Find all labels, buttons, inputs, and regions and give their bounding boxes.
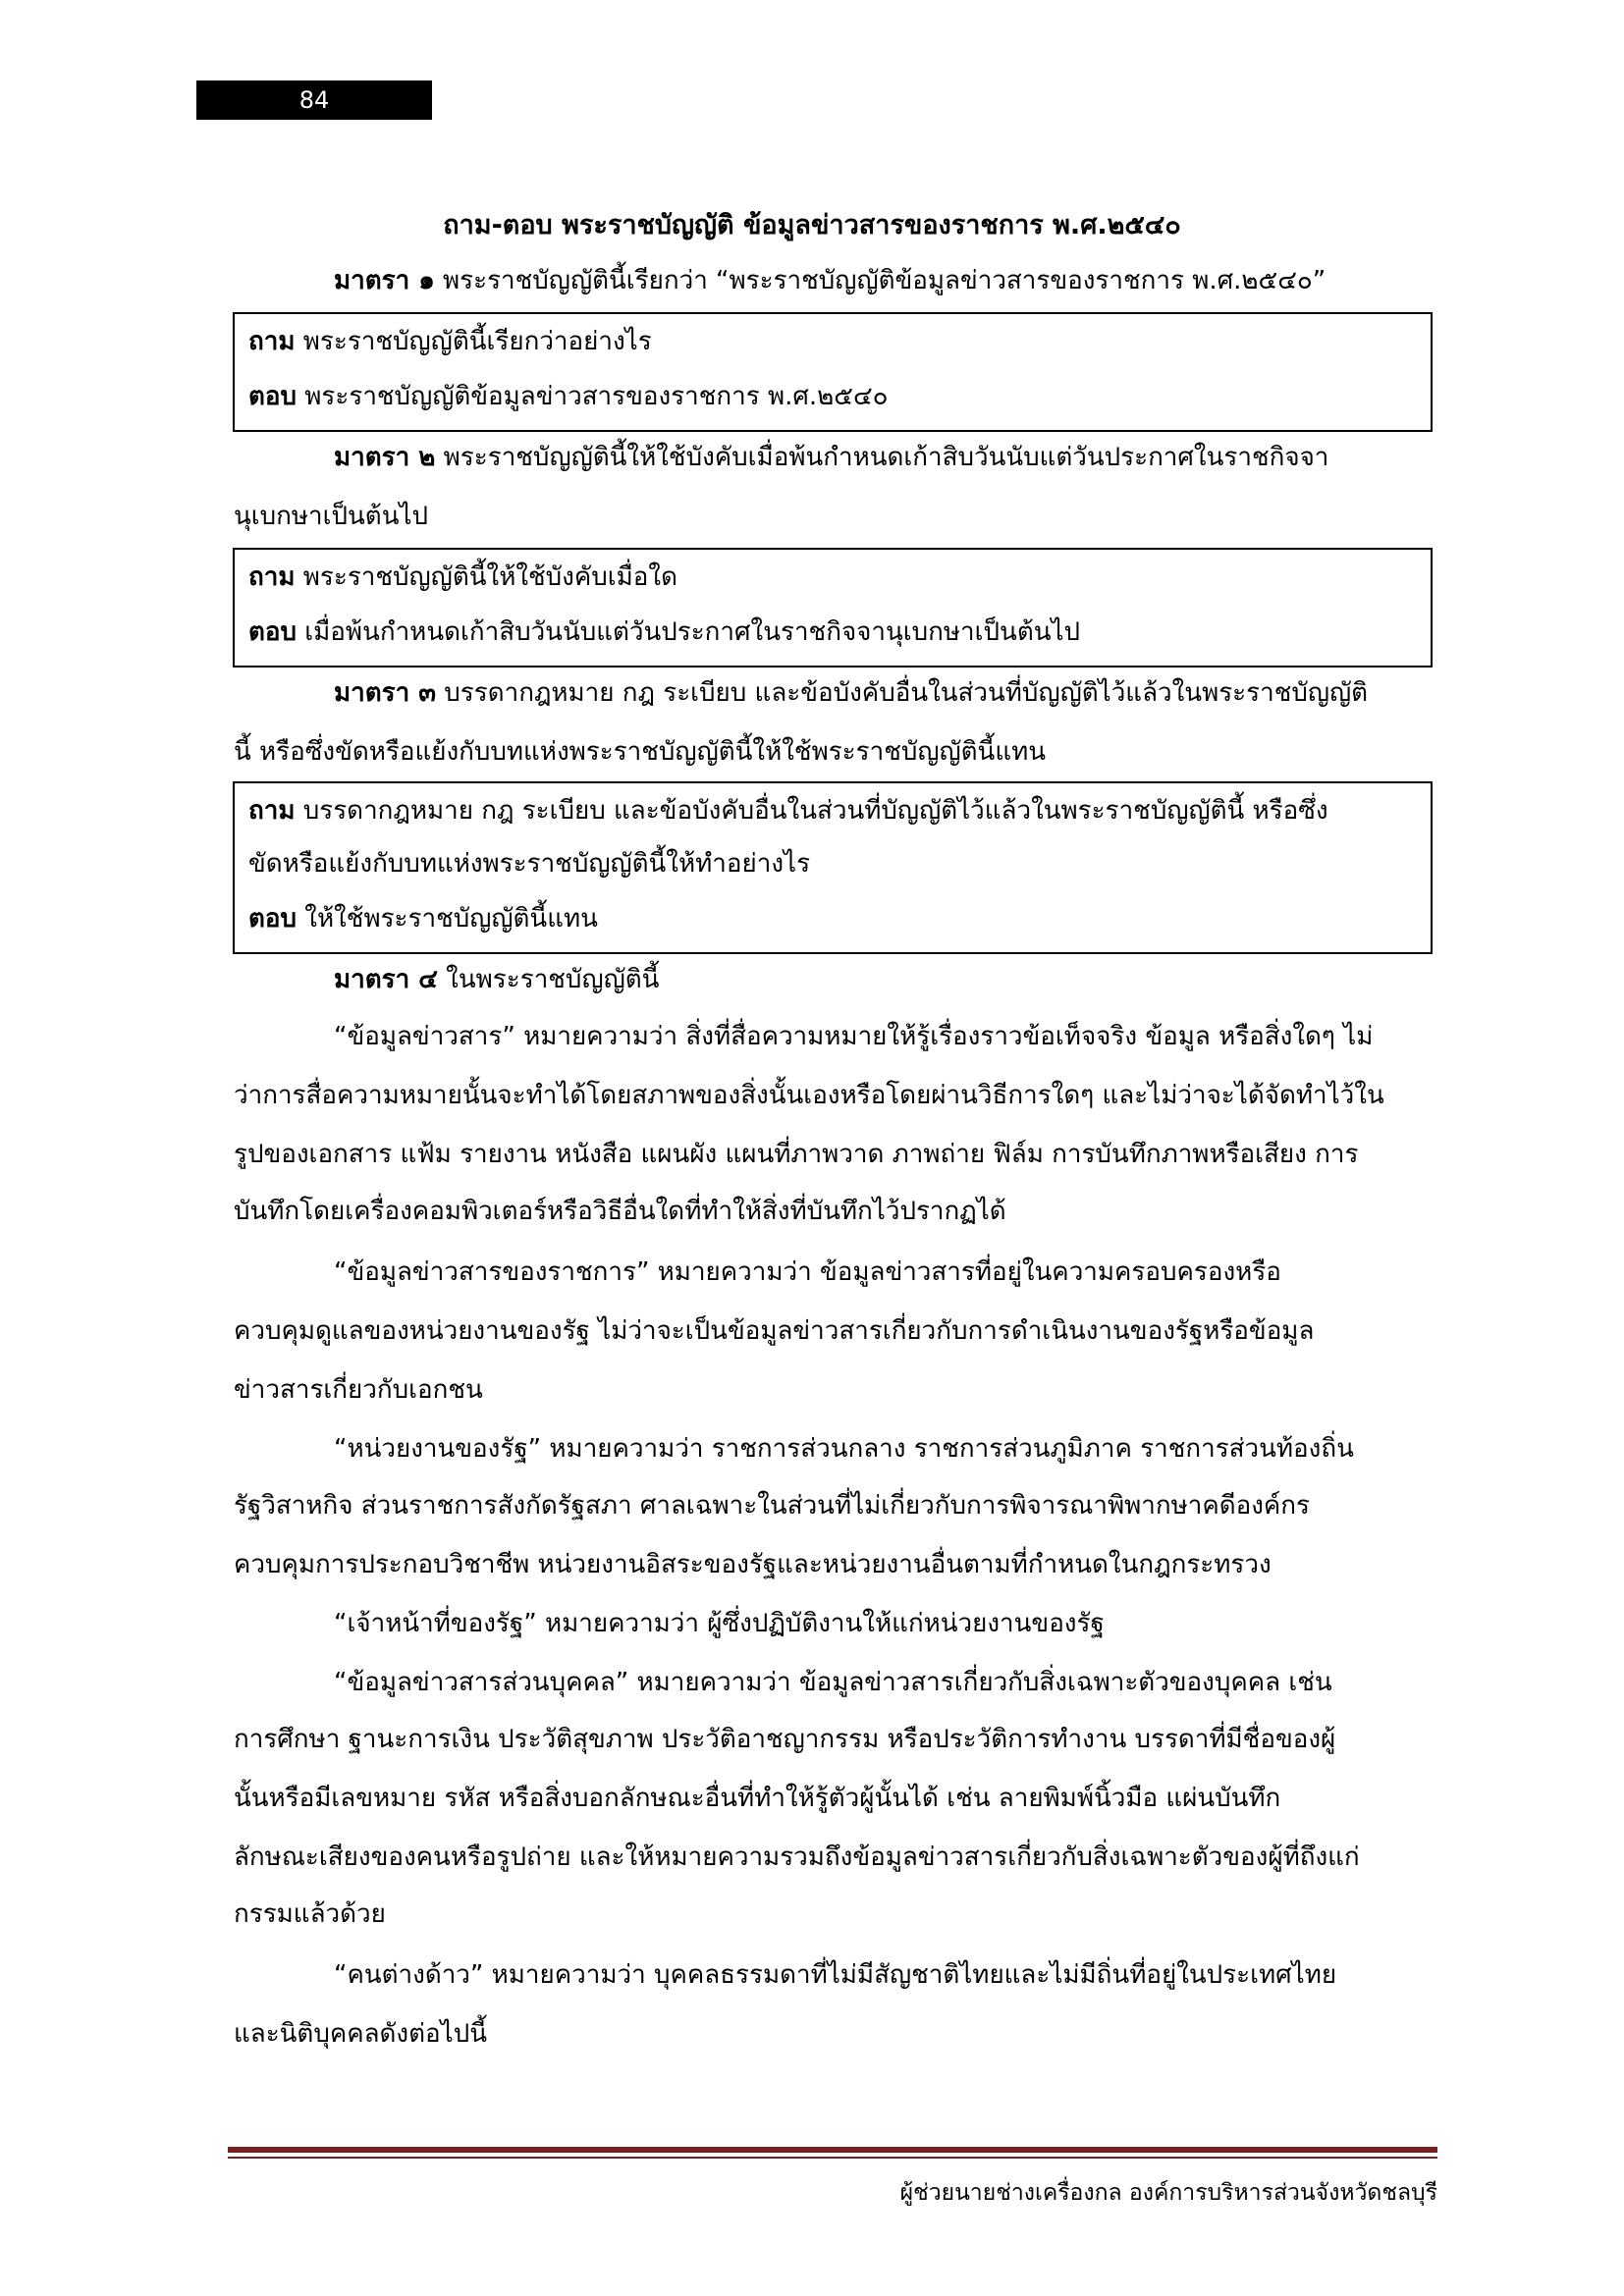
footer-text: ผู้ช่วยนายช่างเครื่องกล องค์การบริหารส่วนจังหวัดชลบุรี: [899, 2180, 1437, 2206]
qa-question: [248, 791, 1328, 830]
answer-label: ตอบ: [248, 904, 298, 934]
question-label: ถาม: [248, 796, 296, 826]
section-1-label: มาตรา ๑: [334, 266, 435, 295]
section-2-label: มาตรา ๒: [334, 443, 436, 472]
definition-personal-cont: กรรมแล้วด้วย: [234, 1899, 386, 1929]
section-3-text: บรรดากฎหมาย กฎ ระเบียบ และข้อบังคับอื่นในส่วนที่บัญญัติไว้แล้วในพระราชบัญญัติ: [436, 678, 1369, 708]
definition-personal: “ข้อมูลข่าวสารส่วนบุคคล” หมายความว่า ข้อมูลข่าวสารเกี่ยวกับสิ่งเฉพาะตัวของบุคคล เช่น: [334, 1668, 1332, 1697]
section-3-text-cont: นี้ หรือซึ่งขัดหรือแย้งกับบทแห่งพระราชบัญญัตินี้ให้ใช้พระราชบัญญัตินี้แทน: [234, 737, 1046, 767]
qa-answer: [248, 377, 889, 416]
section-1-paragraph: [334, 261, 1532, 300]
section-4-text: ในพระราชบัญญัตินี้: [437, 965, 660, 994]
section-1-text: พระราชบัญญัตินี้เรียกว่า “พระราชบัญญัติข้อมูลข่าวสารของราชการ พ.ศ.๒๕๔๐”: [434, 266, 1326, 295]
answer-label: ตอบ: [248, 617, 298, 647]
question-text: พระราชบัญญัตินี้ให้ใช้บังคับเมื่อใด: [295, 562, 677, 592]
footer-divider-thin: [228, 2157, 1437, 2159]
question-label: ถาม: [248, 562, 296, 592]
definition-agency-cont: ควบคุมการประกอบวิชาชีพ หน่วยงานอิสระของรัฐและหน่วยงานอื่นตามที่กำหนดในกฎกระทรวง: [234, 1550, 1272, 1579]
definition-gov-info: “ข้อมูลข่าวสารของราชการ” หมายความว่า ข้อมูลข่าวสารที่อยู่ในความครอบครองหรือ: [334, 1257, 1281, 1287]
section-4-label: มาตรา ๔: [334, 965, 438, 994]
qa-question: [248, 322, 652, 361]
qa-answer: [248, 613, 1080, 652]
definition-gov-info-cont: ควบคุมดูแลของหน่วยงานของรัฐ ไม่ว่าจะเป็นข้อมูลข่าวสารเกี่ยวกับการดำเนินงานของรัฐหรือข้อมูล: [234, 1316, 1315, 1346]
section-4-paragraph: [334, 960, 1532, 999]
section-3-label: มาตรา ๓: [334, 678, 437, 708]
definition-info: “ข้อมูลข่าวสาร” หมายความว่า สิ่งที่สื่อความหมายให้รู้เรื่องราวข้อเท็จจริง ข้อมูล หรือสิ่งใดๆ ไม่: [334, 1022, 1374, 1051]
page-number: 84: [196, 80, 432, 120]
qa-question-cont: ขัดหรือแย้งกับบทแห่งพระราชบัญญัตินี้ให้ทำอย่างไร: [248, 849, 811, 879]
answer-label: ตอบ: [248, 382, 298, 411]
question-text: บรรดากฎหมาย กฎ ระเบียบ และข้อบังคับอื่นในส่วนที่บัญญัติไว้แล้วในพระราชบัญญัตินี้ หรือซึ่ง: [295, 796, 1328, 826]
definition-agency-cont: รัฐวิสาหกิจ ส่วนราชการสังกัดรัฐสภา ศาลเฉพาะในส่วนที่ไม่เกี่ยวกับการพิจารณาพิพากษาคดีองค์กร: [234, 1491, 1311, 1521]
definition-info-cont: บันทึกโดยเครื่องคอมพิวเตอร์หรือวิธีอื่นใดที่ทำให้สิ่งที่บันทึกไว้ปรากฏได้: [234, 1197, 1006, 1226]
definition-gov-info-cont: ข่าวสารเกี่ยวกับเอกชน: [234, 1375, 483, 1405]
page-title: ถาม-ตอบ พระราชบัญญัติ ข้อมูลข่าวสารของราชการ พ.ศ.๒๕๔๐: [443, 210, 1181, 240]
definition-personal-cont: นั้นหรือมีเลขหมาย รหัส หรือสิ่งบอกลักษณะอื่นที่ทำให้รู้ตัวผู้นั้นได้ เช่น ลายพิมพ์นิ้วมือ แผ่นบันทึก: [234, 1784, 1281, 1813]
section-2-paragraph: [334, 438, 1532, 477]
answer-text: พระราชบัญญัติข้อมูลข่าวสารของราชการ พ.ศ.๒๕๔๐: [297, 382, 889, 411]
definition-personal-cont: การศึกษา ฐานะการเงิน ประวัติสุขภาพ ประวัติอาชญากรรม หรือประวัติการทำงาน บรรดาที่มีชื่อของผู้: [234, 1725, 1336, 1754]
question-label: ถาม: [248, 327, 296, 356]
section-3-paragraph: [334, 673, 1532, 713]
section-2-text: พระราชบัญญัตินี้ให้ใช้บังคับเมื่อพ้นกำหนดเก้าสิบวันนับแต่วันประกาศในราชกิจจา: [435, 443, 1329, 472]
qa-question: [248, 558, 677, 597]
section-2-text-cont: นุเบกษาเป็นต้นไป: [234, 502, 429, 531]
footer-divider: [228, 2147, 1437, 2153]
answer-text: ให้ใช้พระราชบัญญัตินี้แทน: [297, 904, 598, 934]
definition-alien-cont: และนิติบุคคลดังต่อไปนี้: [234, 2019, 487, 2049]
definition-info-cont: รูปของเอกสาร แฟ้ม รายงาน หนังสือ แผนผัง แผนที่ภาพวาด ภาพถ่าย ฟิล์ม การบันทึกภาพหรือเสียง การ: [234, 1140, 1359, 1169]
qa-answer: [248, 899, 598, 938]
definition-personal-cont: ลักษณะเสียงของคนหรือรูปถ่าย และให้หมายความรวมถึงข้อมูลข่าวสารเกี่ยวกับสิ่งเฉพาะตัวของผู้ที่ถึงแก่: [234, 1842, 1360, 1872]
question-text: พระราชบัญญัตินี้เรียกว่าอย่างไร: [295, 327, 652, 356]
qa-box-section-3: [233, 781, 1433, 954]
definition-alien: “คนต่างด้าว” หมายความว่า บุคคลธรรมดาที่ไม่มีสัญชาติไทยและไม่มีถิ่นที่อยู่ในประเทศไทย: [334, 1960, 1337, 1990]
definition-agency: “หน่วยงานของรัฐ” หมายความว่า ราชการส่วนกลาง ราชการส่วนภูมิภาค ราชการส่วนท้องถิ่น: [334, 1434, 1354, 1464]
definition-officer: “เจ้าหน้าที่ของรัฐ” หมายความว่า ผู้ซึ่งปฏิบัติงานให้แก่หน่วยงานของรัฐ: [334, 1609, 1105, 1638]
qa-box-section-2: [233, 548, 1433, 667]
answer-text: เมื่อพ้นกำหนดเก้าสิบวันนับแต่วันประกาศในราชกิจจานุเบกษาเป็นต้นไป: [297, 617, 1081, 647]
definition-info-cont: ว่าการสื่อความหมายนั้นจะทำได้โดยสภาพของสิ่งนั้นเองหรือโดยผ่านวิธีการใดๆ และไม่ว่าจะได้จัดทำไว้ใน: [234, 1081, 1384, 1110]
qa-box-section-1: [233, 312, 1433, 432]
